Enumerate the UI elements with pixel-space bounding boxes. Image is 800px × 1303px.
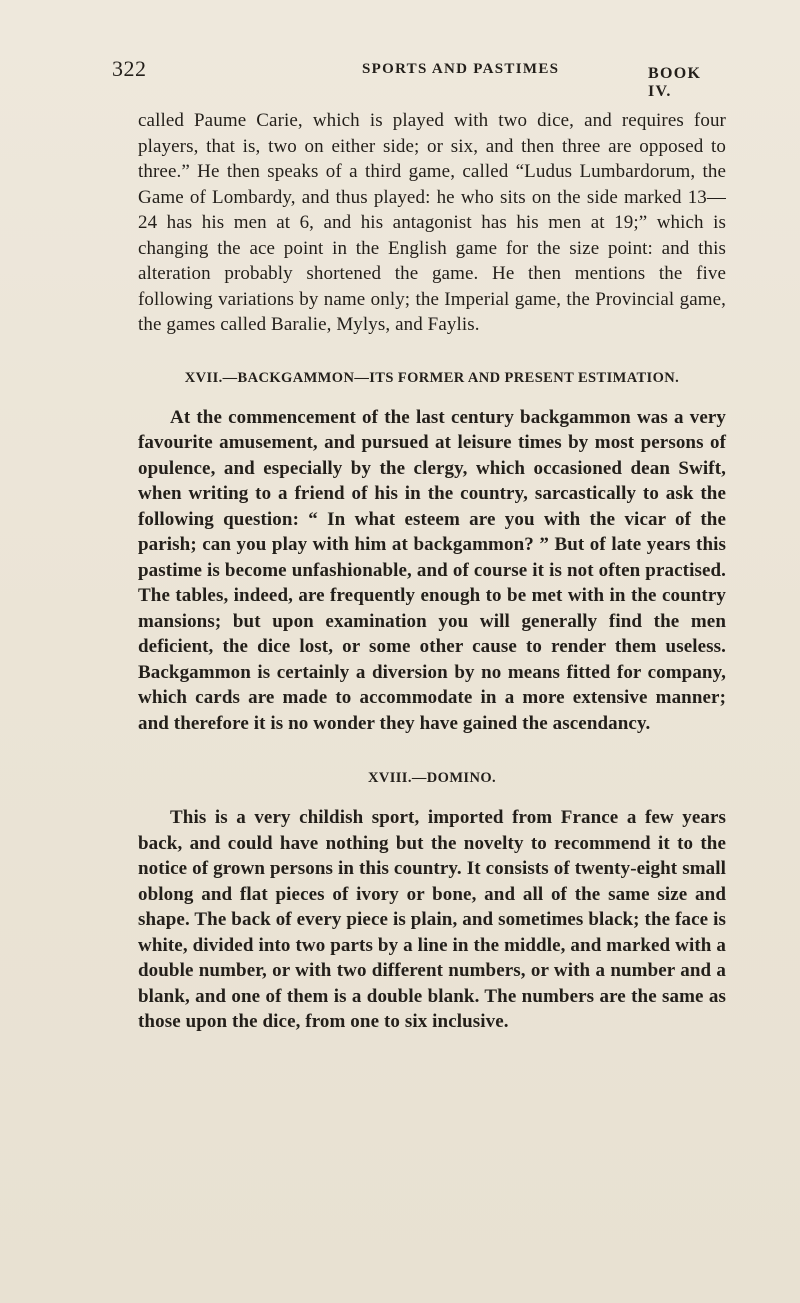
page-number: 322	[112, 56, 147, 81]
section-heading-backgammon: XVII.—BACKGAMMON—ITS FORMER AND PRESENT ESTIMATION.	[184, 369, 680, 386]
running-head: SPORTS AND PASTIMES	[362, 61, 560, 77]
book-label: BOOK IV.	[648, 65, 702, 100]
page-body	[138, 98, 726, 1035]
section-heading-domino: XVIII.—DOMINO.	[367, 770, 497, 786]
opening-paragraph: called Paume Carie, which is played with two dice, and requires four players, that is, two on either side; or six, and then three are opposed to three.” He then speaks of a third game, called “Ludus Lumbardorum, the Game of Lombardy, and thus played: he who sits on the side marked 13—24 has his men at 6, and his antagonist has his men at 19;” which is changing the ace point in the English game for the size point: and this alteration probably shortened the game. He then mentions the five following variations by name only; the Imperial game, the Provincial game, the games called Baralie, Mylys, and Faylis.	[138, 110, 726, 335]
backgammon-paragraph: At the commencement of the last century backgammon was a very favourite amusement, and pursued at leisure times by most persons of opulence, and especially by the clergy, which occasioned dean Swift, when writing to a friend of his in the country, sarcastically to ask the following question: “ In what esteem are you with the vicar of the parish; can you play with him at backgammon? ” But of late years this pastime is become unfashionable, and of course it is not often practised. The tables, indeed, are frequently enough to be met with in the country mansions; but upon examination you will generally find the men deficient, the dice lost, or some other cause to render them useless. Backgammon is certainly a diversion by no means fitted for company, which cards are made to accommodate in a more extensive manner; and therefore it is no wonder they have gained the ascendancy.	[138, 406, 726, 734]
domino-paragraph: This is a very childish sport, imported from France a few years back, and could have nothing but the novelty to recommend it to the notice of grown persons in this country. It consists of twenty-eight small oblong and flat pieces of ivory or bone, and all of the same size and shape. The back of every piece is plain, and sometimes black; the face is white, divided into two parts by a line in the middle, and marked with a double number, or with two different numbers, or with a number and a blank, and one of them is a double blank. The numbers are the same as those upon the dice, from one to six inclusive.	[138, 807, 726, 1032]
page-header	[112, 56, 726, 100]
